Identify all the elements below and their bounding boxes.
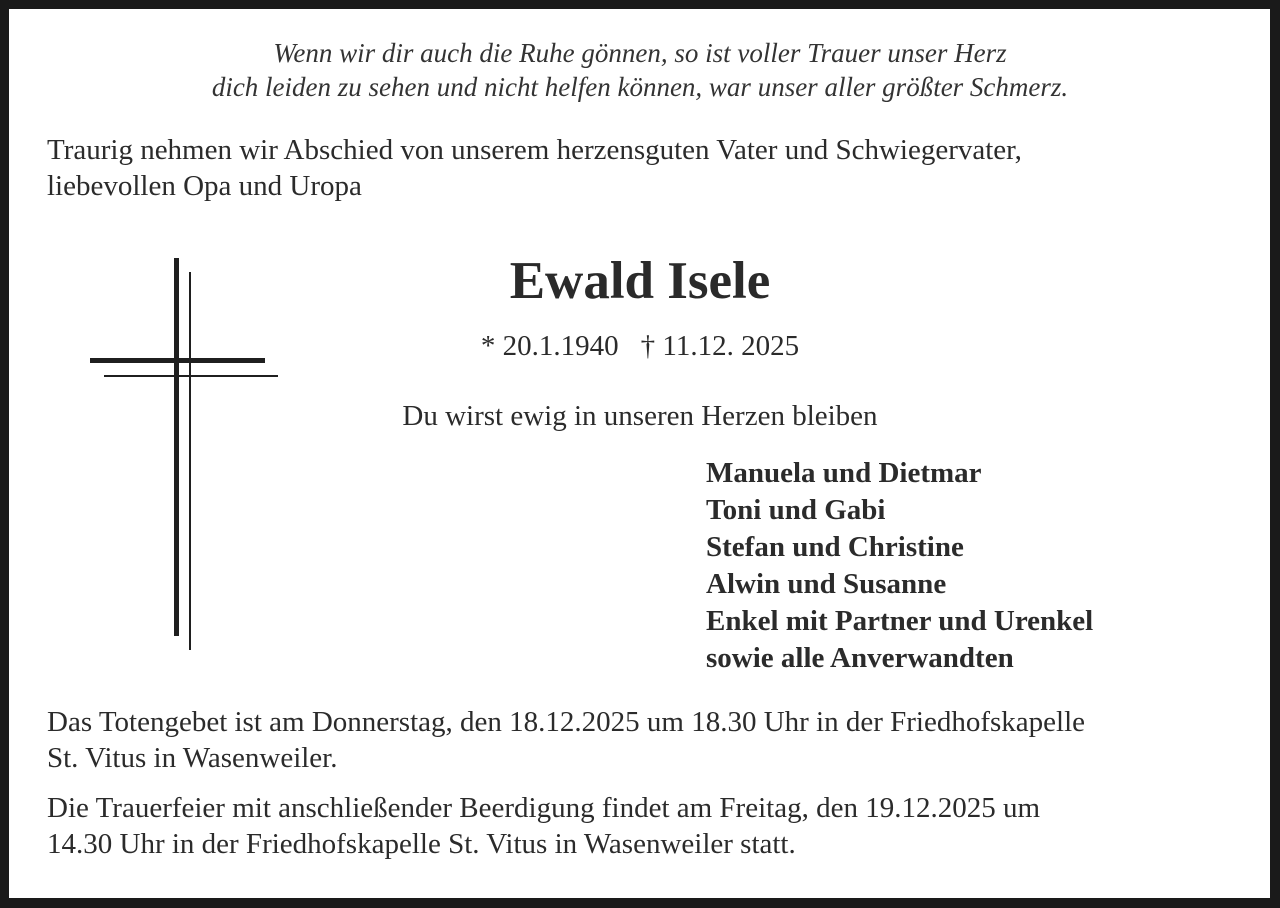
mourner-item: Manuela und Dietmar [706, 457, 982, 489]
mourner-item: Stefan und Christine [706, 531, 964, 563]
mourner-item: Alwin und Susanne [706, 568, 947, 600]
intro-line-2: liebevollen Opa und Uropa [47, 170, 362, 202]
mourner-item: Enkel mit Partner und Urenkel [706, 605, 1094, 637]
funeral-notice-line-2: 14.30 Uhr in der Friedhofskapelle St. Vitus in Wasenweiler statt. [47, 828, 796, 860]
cross-vertical-line [189, 272, 191, 650]
mourners-list [706, 455, 1246, 677]
cross-horizontal-bar [90, 358, 265, 363]
cross-horizontal-line [104, 375, 278, 377]
funeral-notice [47, 790, 1247, 862]
funeral-notice-line-1: Die Trauerfeier mit anschließender Beerdigung findet am Freitag, den 19.12.2025 um [47, 792, 1040, 824]
death-date: † 11.12. 2025 [640, 330, 800, 362]
verse-line-1: Wenn wir dir auch die Ruhe gönnen, so ist voller Trauer unser Herz [273, 38, 1007, 68]
life-dates [340, 328, 940, 364]
cross-vertical-bar [174, 258, 179, 636]
verse-line-2: dich leiden zu sehen und nicht helfen können, war unser aller größter Schmerz. [211, 72, 1069, 102]
prayer-notice-line-1: Das Totengebet ist am Donnerstag, den 18.12.2025 um 18.30 Uhr in der Friedhofskapelle [47, 706, 1086, 738]
cross-icon [0, 0, 300, 660]
motto: Du wirst ewig in unseren Herzen bleiben [402, 400, 878, 432]
mourner-item: sowie alle Anverwandten [706, 642, 1014, 674]
mourner-item: Toni und Gabi [706, 494, 886, 526]
deceased-name: Ewald Isele [509, 252, 771, 310]
birth-date: * 20.1.1940 [480, 330, 619, 362]
prayer-notice [47, 704, 1247, 776]
intro-line-1: Traurig nehmen wir Abschied von unserem herzensguten Vater und Schwiegervater, [47, 134, 1022, 166]
prayer-notice-line-2: St. Vitus in Wasenweiler. [47, 742, 338, 774]
